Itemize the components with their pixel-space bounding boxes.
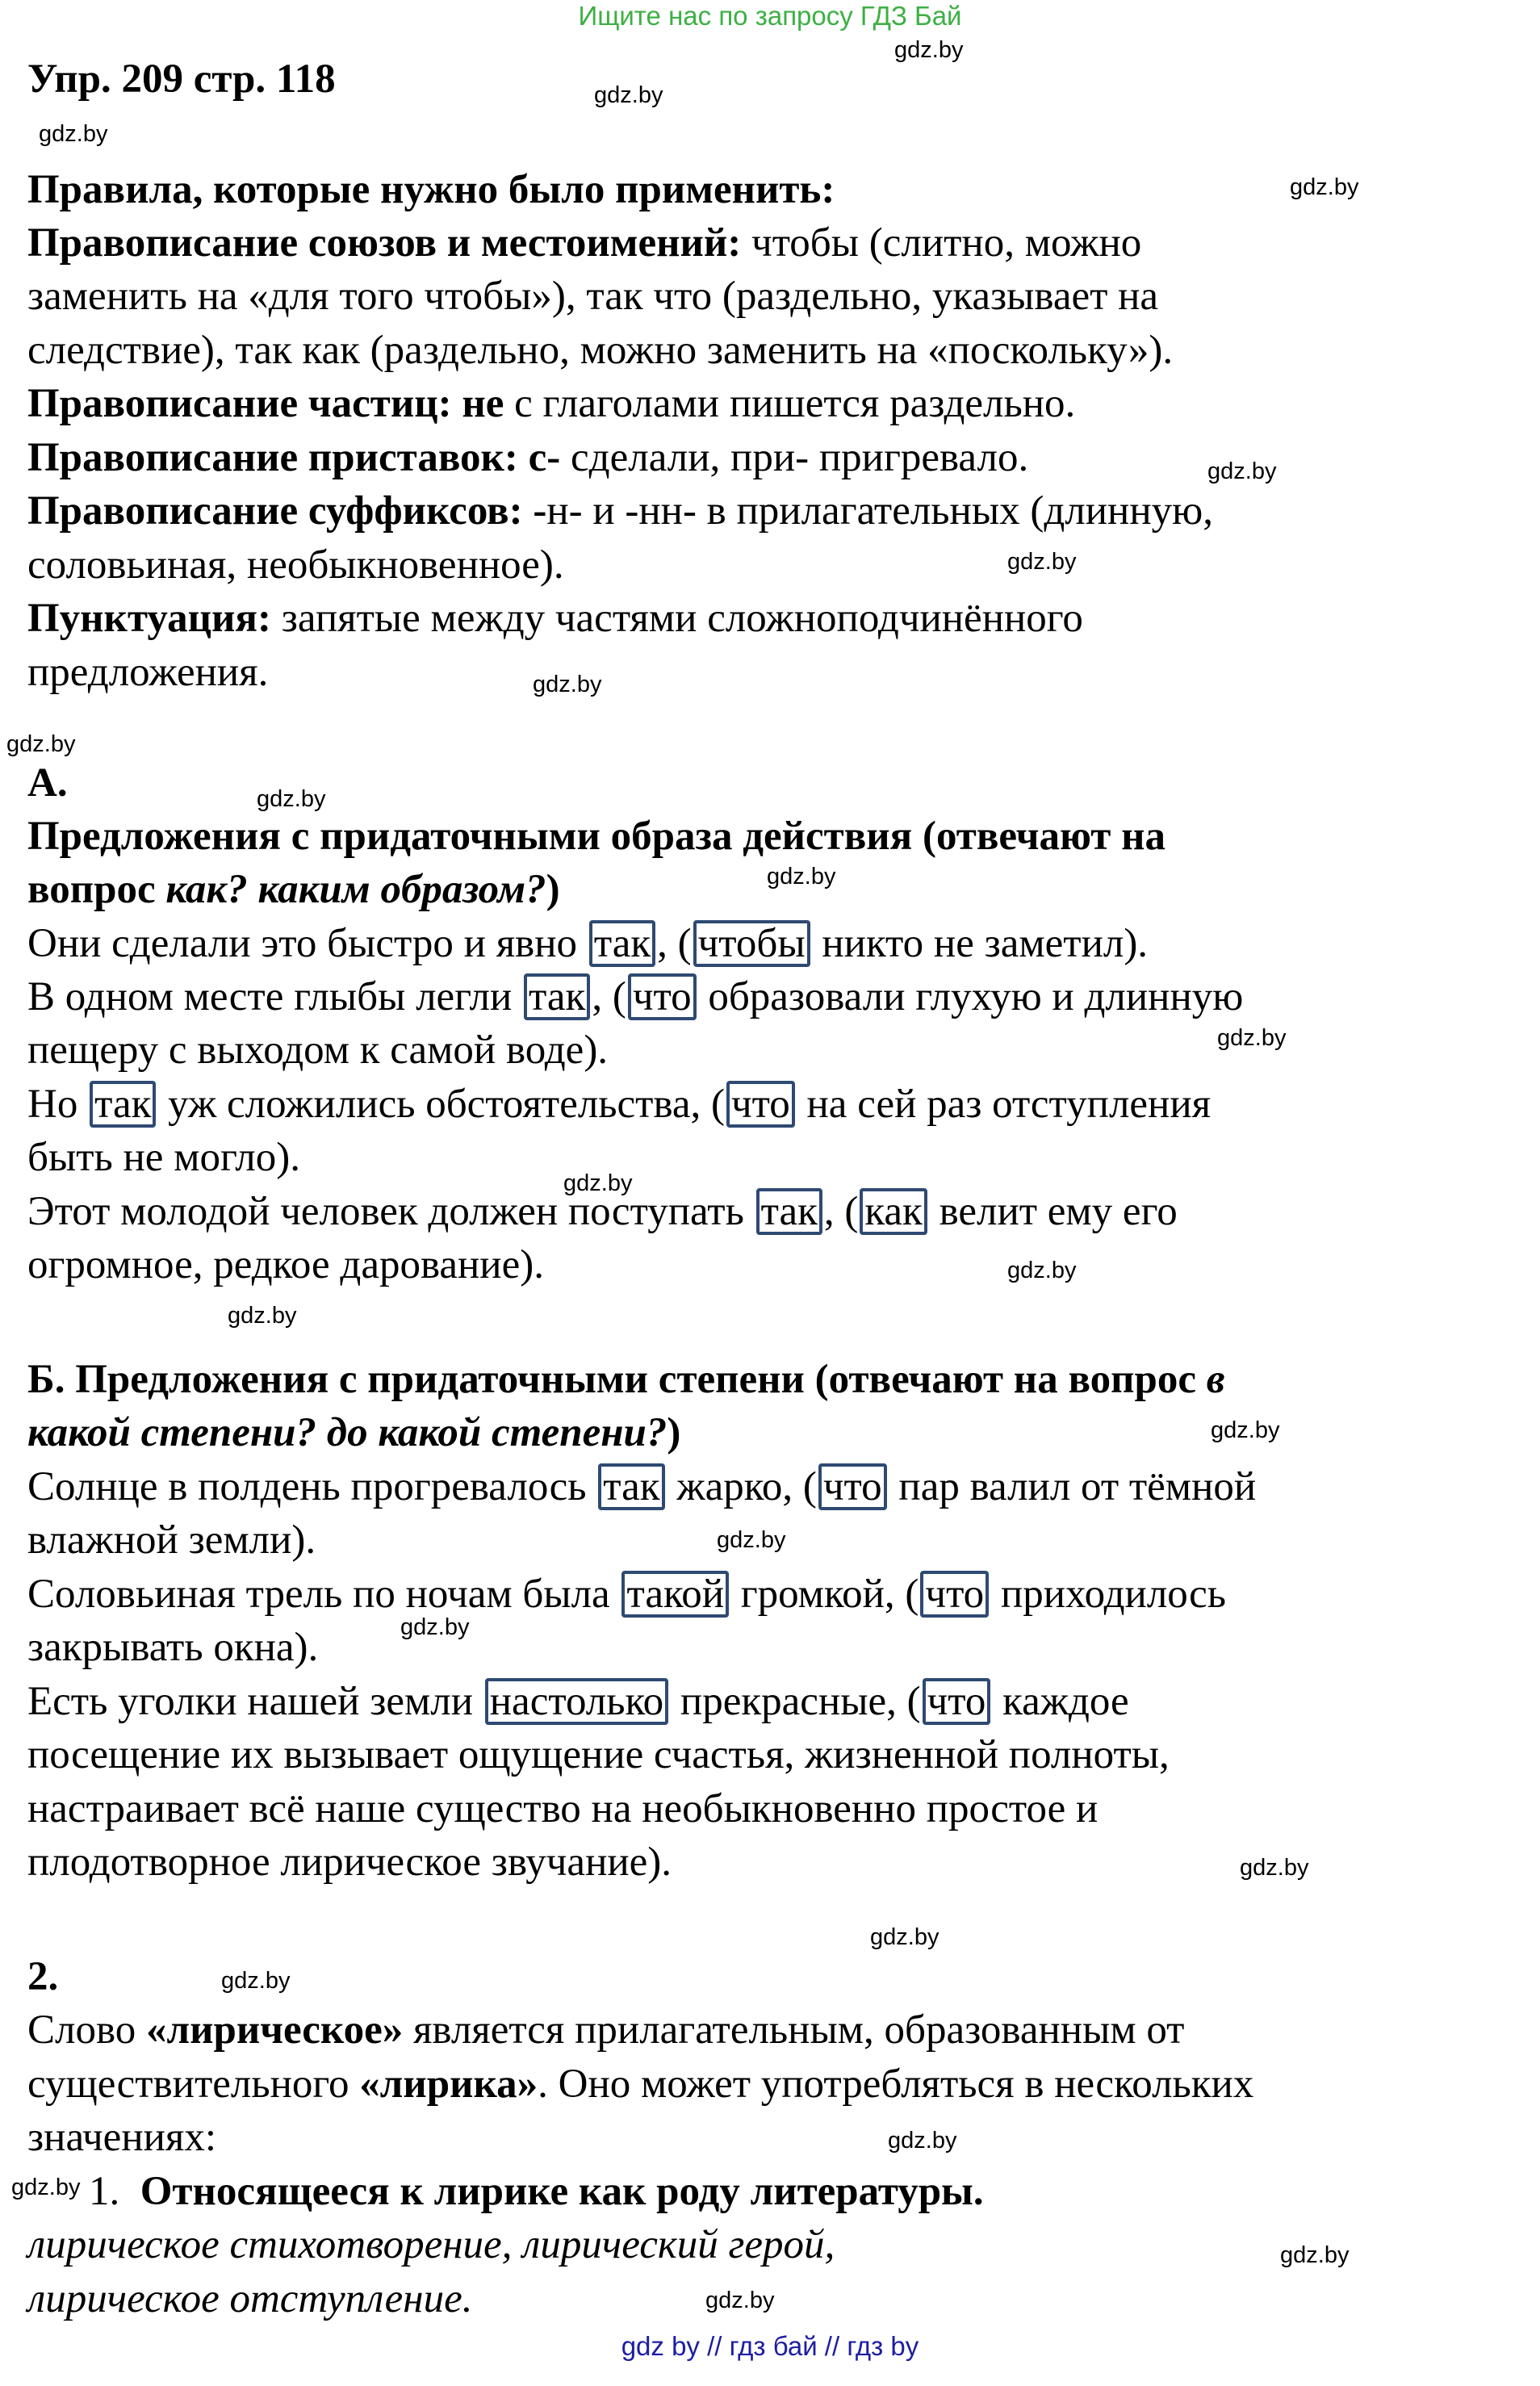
paragraph-text: Слово bbox=[27, 2007, 146, 2053]
boxed-word: так bbox=[598, 1463, 664, 1510]
sentence bbox=[27, 1463, 1256, 1511]
rule-label: Правописание суффиксов: - bbox=[27, 488, 547, 534]
sentence-text: Этот молодой человек должен поступать bbox=[27, 1189, 755, 1234]
top-banner[interactable]: Ищите нас по запросу ГДЗ Бай bbox=[578, 1, 962, 31]
list-item bbox=[89, 2167, 984, 2216]
rule-text: н- и -нн- в прилагательных (длинную, bbox=[546, 488, 1213, 534]
watermark: gdz.by bbox=[1217, 1025, 1287, 1051]
rule-text-line: следствие), так как (раздельно, можно заменить на «поскольку»). bbox=[27, 328, 1174, 373]
boxed-word: так bbox=[756, 1188, 822, 1235]
sentence bbox=[27, 1570, 1226, 1618]
watermark: gdz.by bbox=[400, 1614, 470, 1640]
section-number: 2. bbox=[27, 1954, 59, 1999]
example-line: лирическое отступление. bbox=[27, 2276, 473, 2321]
sentence-continuation: влажной земли). bbox=[27, 1517, 316, 1563]
sentence-text: велит ему его bbox=[928, 1189, 1178, 1234]
sentence-text: Солнце в полдень прогревалось bbox=[27, 1464, 597, 1509]
rule-text-line: заменить на «для того чтобы»), так что (раздельно, указывает на bbox=[27, 274, 1159, 319]
watermark: gdz.by bbox=[705, 2288, 775, 2313]
sentence-text: В одном месте глыбы легли bbox=[27, 974, 522, 1019]
sentence-continuation: настраивает всё наше существо на необыкновенно простое и bbox=[27, 1786, 1099, 1831]
watermark: gdz.by bbox=[1007, 1258, 1077, 1283]
rule-punctuation bbox=[27, 594, 1083, 643]
boxed-word: такой bbox=[621, 1571, 729, 1618]
rule-text: с глаголами пишется раздельно. bbox=[504, 381, 1076, 426]
rule-label: Правописание приставок: bbox=[27, 435, 518, 480]
section-heading: Предложения с придаточными образа действия (отвечают на bbox=[27, 814, 1165, 859]
sentence-text: жарко, ( bbox=[666, 1464, 817, 1509]
boxed-word: что bbox=[920, 1571, 989, 1618]
boxed-word: так bbox=[589, 920, 655, 967]
sentence-text: , ( bbox=[592, 974, 626, 1019]
sentence-continuation: посещение их вызывает ощущение счастья, жизненной полноты, bbox=[27, 1732, 1170, 1777]
rule-suffixes bbox=[27, 487, 1213, 535]
heading-question: какой степени? до какой степени? bbox=[27, 1410, 667, 1455]
sentence-text: никто не заметил). bbox=[811, 921, 1149, 966]
watermark: gdz.by bbox=[6, 731, 76, 757]
watermark: gdz.by bbox=[870, 1924, 939, 1950]
watermark: gdz.by bbox=[717, 1527, 786, 1553]
rule-label: Пунктуация: bbox=[27, 596, 271, 641]
boxed-word: что bbox=[923, 1678, 991, 1725]
watermark: gdz.by bbox=[228, 1303, 297, 1329]
heading-question: в bbox=[1206, 1357, 1225, 1402]
rule-keyword: не bbox=[451, 381, 504, 426]
sentence bbox=[27, 1187, 1178, 1236]
sentence-text: Есть уголки нашей земли bbox=[27, 1679, 483, 1724]
rule-conjunctions bbox=[27, 219, 1141, 267]
watermark: gdz.by bbox=[1240, 1855, 1309, 1881]
rule-text-line: предложения. bbox=[27, 650, 269, 695]
sentence-text: каждое bbox=[992, 1679, 1129, 1724]
watermark: gdz.by bbox=[1290, 174, 1359, 200]
watermark: gdz.by bbox=[594, 82, 663, 108]
section-letter: А. bbox=[27, 760, 68, 806]
section-heading bbox=[27, 1355, 1225, 1404]
page-title: Упр. 209 стр. 118 bbox=[27, 57, 336, 102]
rule-prefixes bbox=[27, 433, 1028, 482]
sentence-text: Но bbox=[27, 1082, 89, 1127]
rule-particles bbox=[27, 379, 1075, 428]
boxed-word: чтобы bbox=[693, 920, 810, 967]
watermark: gdz.by bbox=[1280, 2242, 1350, 2268]
watermark: gdz.by bbox=[39, 121, 108, 147]
sentence bbox=[27, 1080, 1211, 1128]
heading-part: Б. Предложения с придаточными степени (отвечают на вопрос bbox=[27, 1357, 1207, 1402]
watermark: gdz.by bbox=[533, 672, 602, 697]
sentence-text: уж сложились обстоятельства, ( bbox=[157, 1082, 725, 1127]
boxed-word: так bbox=[90, 1081, 156, 1128]
rule-keyword: с- bbox=[517, 435, 561, 480]
rule-text: чтобы (слитно, можно bbox=[741, 220, 1142, 266]
paragraph-line bbox=[27, 2060, 1253, 2108]
sentence-continuation: быть не могло). bbox=[27, 1135, 300, 1180]
boxed-word: что bbox=[726, 1081, 795, 1128]
boxed-word: так bbox=[524, 973, 590, 1020]
watermark: gdz.by bbox=[894, 37, 964, 63]
watermark: gdz.by bbox=[563, 1170, 633, 1196]
rule-text-line: соловьиная, необыкновенное). bbox=[27, 542, 564, 588]
sentence bbox=[27, 973, 1243, 1021]
sentence-text: Они сделали это быстро и явно bbox=[27, 921, 588, 966]
sentence-text: образовали глухую и длинную bbox=[697, 974, 1244, 1019]
heading-question: как? каким образом? bbox=[165, 867, 546, 912]
list-number: 1. bbox=[89, 2169, 120, 2214]
paragraph-text: является прилагательным, образованным от bbox=[403, 2007, 1185, 2053]
watermark: gdz.by bbox=[1207, 458, 1277, 484]
watermark: gdz.by bbox=[257, 786, 326, 812]
sentence-continuation: закрывать окна). bbox=[27, 1625, 319, 1670]
term-bold: «лирическое» bbox=[145, 2007, 404, 2053]
heading-part: вопрос bbox=[27, 867, 166, 912]
term-bold: «лирика» bbox=[359, 2062, 538, 2107]
rules-heading: Правила, которые нужно было применить: bbox=[27, 167, 835, 212]
watermark: gdz.by bbox=[767, 864, 836, 890]
sentence-text: , ( bbox=[657, 921, 692, 966]
rule-label: Правописание союзов и местоимений: bbox=[27, 220, 742, 266]
watermark: gdz.by bbox=[221, 1968, 291, 1994]
sentence bbox=[27, 1677, 1129, 1726]
sentence-text: Соловьиная трель по ночам была bbox=[27, 1572, 621, 1617]
paragraph-text: . Оно может употребляться в нескольких bbox=[538, 2062, 1254, 2107]
footer-links[interactable]: gdz by // гдз бай // гдз by bbox=[621, 2331, 919, 2361]
sentence bbox=[27, 919, 1148, 968]
watermark: gdz.by bbox=[1007, 549, 1077, 575]
heading-part: ) bbox=[546, 867, 560, 912]
rule-text: запятые между частями сложноподчинённого bbox=[271, 596, 1083, 641]
paragraph-text: существительного bbox=[27, 2062, 360, 2107]
watermark: gdz.by bbox=[1211, 1417, 1280, 1443]
section-heading bbox=[27, 1409, 680, 1457]
sentence-text: на сей раз отступления bbox=[796, 1082, 1211, 1127]
heading-part: ) bbox=[667, 1410, 681, 1455]
sentence-continuation: плодотворное лирическое звучание). bbox=[27, 1840, 672, 1885]
sentence-text: приходилось bbox=[990, 1572, 1226, 1617]
boxed-word: настолько bbox=[485, 1678, 668, 1725]
rule-label: Правописание частиц: bbox=[27, 381, 452, 426]
list-item-label: Относящееся к лирике как роду литературы. bbox=[140, 2169, 984, 2214]
section-heading bbox=[27, 865, 560, 914]
boxed-word: что bbox=[628, 973, 697, 1020]
rule-text: сделали, при- пригревало. bbox=[560, 435, 1029, 480]
paragraph-line: значениях: bbox=[27, 2115, 217, 2160]
watermark: gdz.by bbox=[11, 2175, 81, 2200]
sentence-continuation: огромное, редкое дарование). bbox=[27, 1242, 544, 1287]
sentence-text: громкой, ( bbox=[730, 1572, 919, 1617]
sentence-text: прекрасные, ( bbox=[670, 1679, 921, 1724]
sentence-text: пар валил от тёмной bbox=[888, 1464, 1257, 1509]
boxed-word: что bbox=[818, 1463, 887, 1510]
sentence-text: , ( bbox=[823, 1189, 859, 1234]
boxed-word: как bbox=[860, 1188, 927, 1235]
example-line: лирическое стихотворение, лирический герой, bbox=[27, 2222, 835, 2267]
paragraph-line bbox=[27, 2006, 1184, 2054]
sentence-continuation: пещеру с выходом к самой воде). bbox=[27, 1028, 609, 1073]
watermark: gdz.by bbox=[888, 2128, 957, 2154]
